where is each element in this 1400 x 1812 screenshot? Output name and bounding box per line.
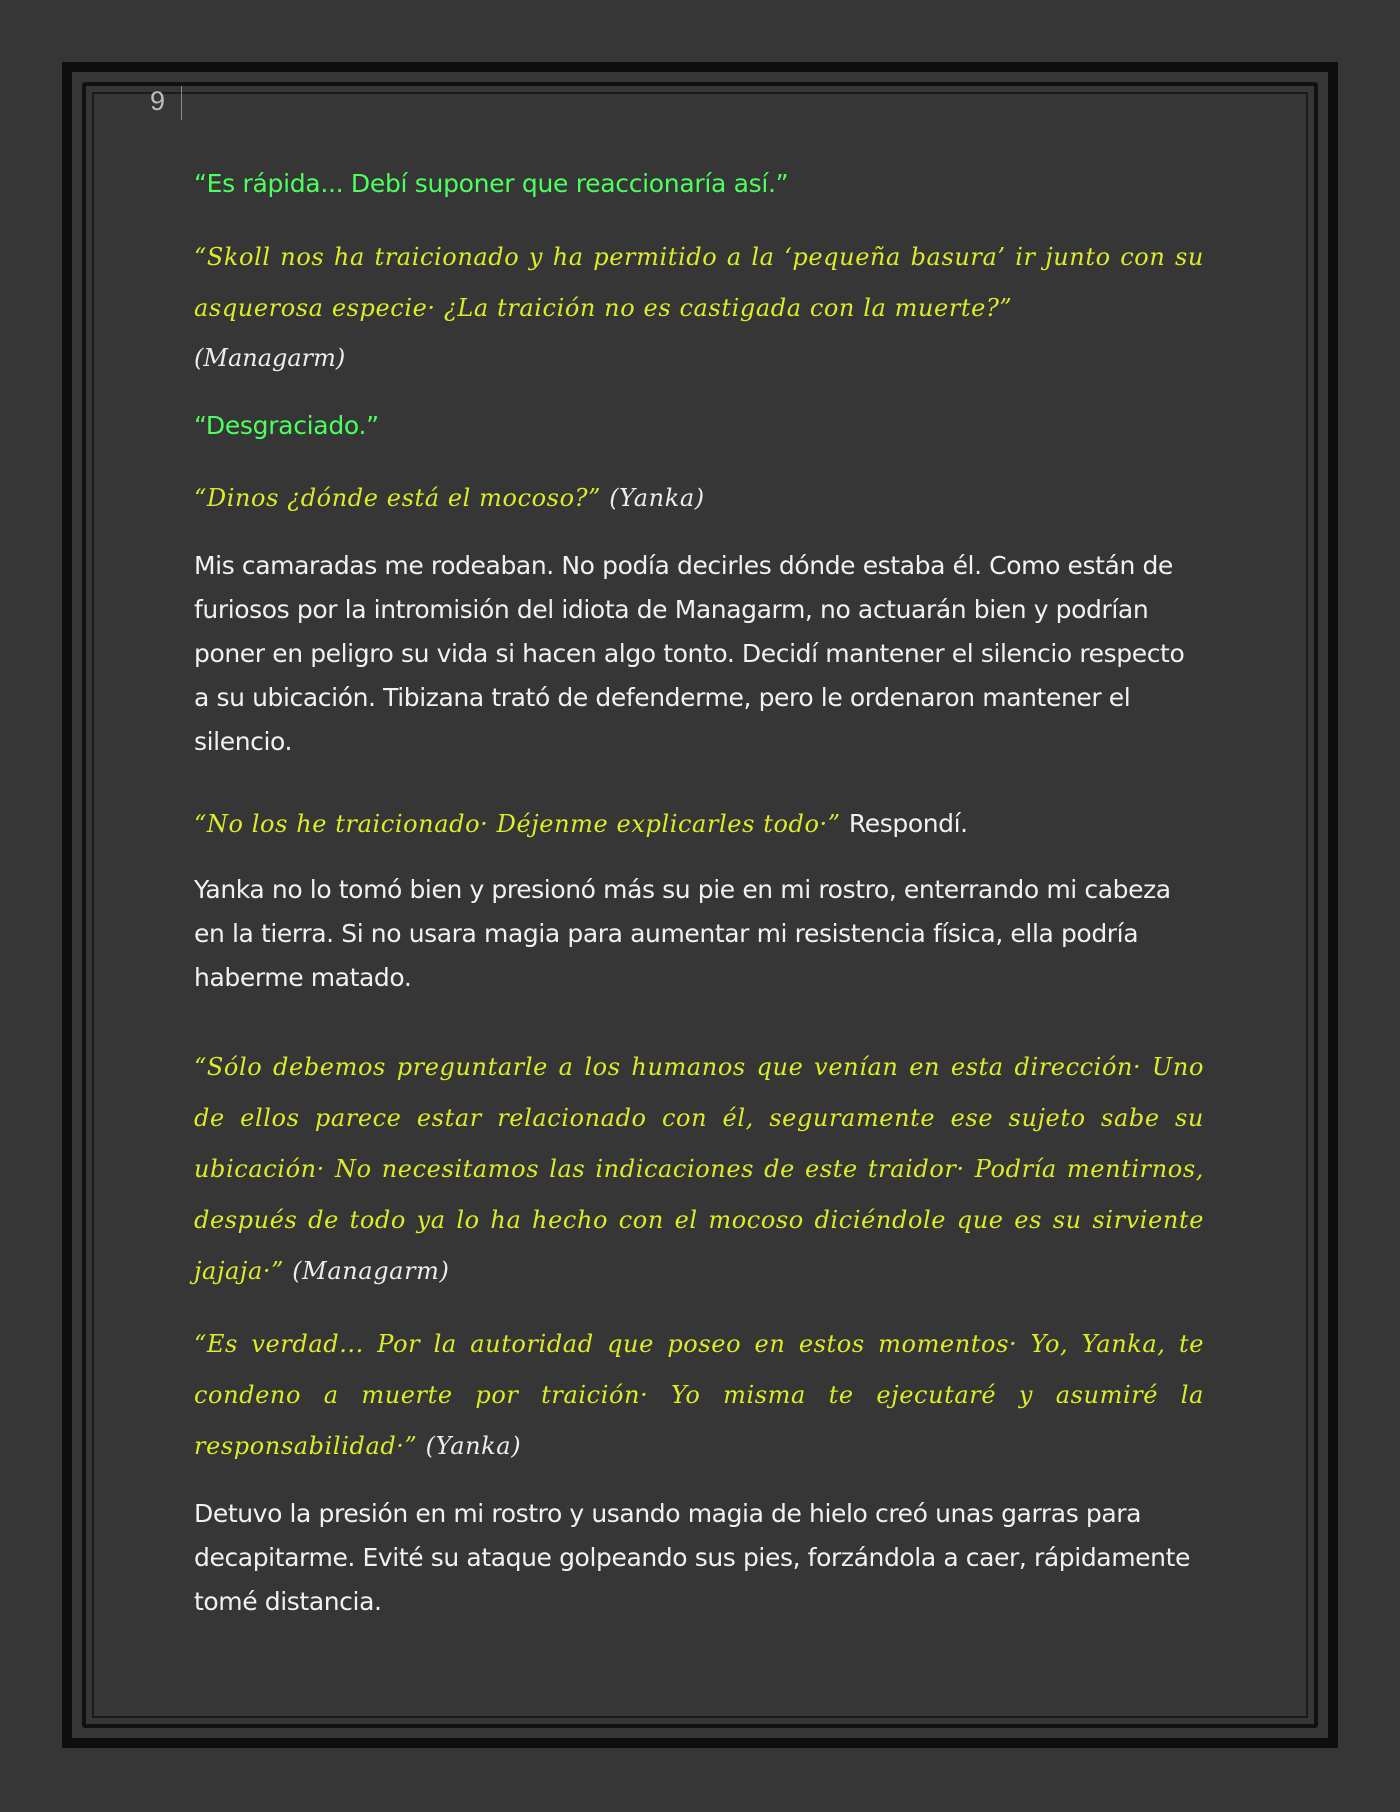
speaker-label: (Yanka): [609, 484, 705, 512]
narration-tail: Respondí.: [848, 809, 968, 838]
page-number-divider: [181, 86, 182, 120]
dialogue-paragraph: [194, 473, 1204, 524]
speaker-label: (Managarm): [292, 1257, 450, 1285]
page-number: 9: [150, 86, 166, 116]
dialogue-text: “Dinos ¿dónde está el mocoso?”: [194, 484, 601, 512]
narration-paragraph: Yanka no lo tomó bien y presionó más su pie en mi rostro, enterrando mi cabeza en la tierra. Si no usara magia para aumentar mi resistencia física, ella podría haberme matado.: [194, 875, 1171, 992]
speaker-label: (Yanka): [425, 1432, 522, 1460]
thought-paragraph: “Es rápida... Debí suponer que reaccionaría así.”: [194, 169, 789, 198]
dialogue-paragraph: [194, 1042, 1204, 1297]
dialogue-text: “Es verdad... Por la autoridad que poseo en estos momentos· Yo, Yanka, te condeno a muerte por traición· Yo misma te ejecutaré y asumiré la responsabilidad·”: [194, 1330, 1204, 1460]
dialogue-text: “Skoll nos ha traicionado y ha permitido a la ‘pequeña basura’ ir junto con su asquerosa especie· ¿La traición no es castigada con la muerte?”: [194, 243, 1204, 322]
dialogue-paragraph: [194, 232, 1204, 334]
narration-paragraph: Mis camaradas me rodeaban. No podía decirles dónde estaba él. Como están de furiosos por la intromisión del idiota de Managarm, no actuarán bien y podrían poner en peligro su vida si hacen algo tonto. Decidí mantener el silencio respecto a su ubicación. Tibizana trató de defenderme, pero le ordenaron mantener el silencio.: [194, 551, 1185, 756]
speaker-label: (Managarm): [194, 344, 346, 372]
dialogue-paragraph: [194, 1319, 1204, 1472]
narration-paragraph: Detuvo la presión en mi rostro y usando magia de hielo creó unas garras para decapitarme. Evité su ataque golpeando sus pies, forzándola a caer, rápidamente tomé distancia.: [194, 1499, 1190, 1616]
thought-paragraph: “Desgraciado.”: [194, 411, 379, 440]
dialogue-text: “No los he traicionado· Déjenme explicarles todo·”: [194, 810, 841, 838]
dialogue-paragraph: [194, 798, 1204, 850]
dialogue-text: “Sólo debemos preguntarle a los humanos que venían en esta dirección· Uno de ellos parece estar relacionado con él, seguramente ese sujeto sabe su ubicación· No necesitamos las indicaciones de este traidor· Podría mentirnos, después de todo ya lo ha hecho con el mocoso diciéndole que es su sirviente jajaja·”: [194, 1053, 1204, 1285]
